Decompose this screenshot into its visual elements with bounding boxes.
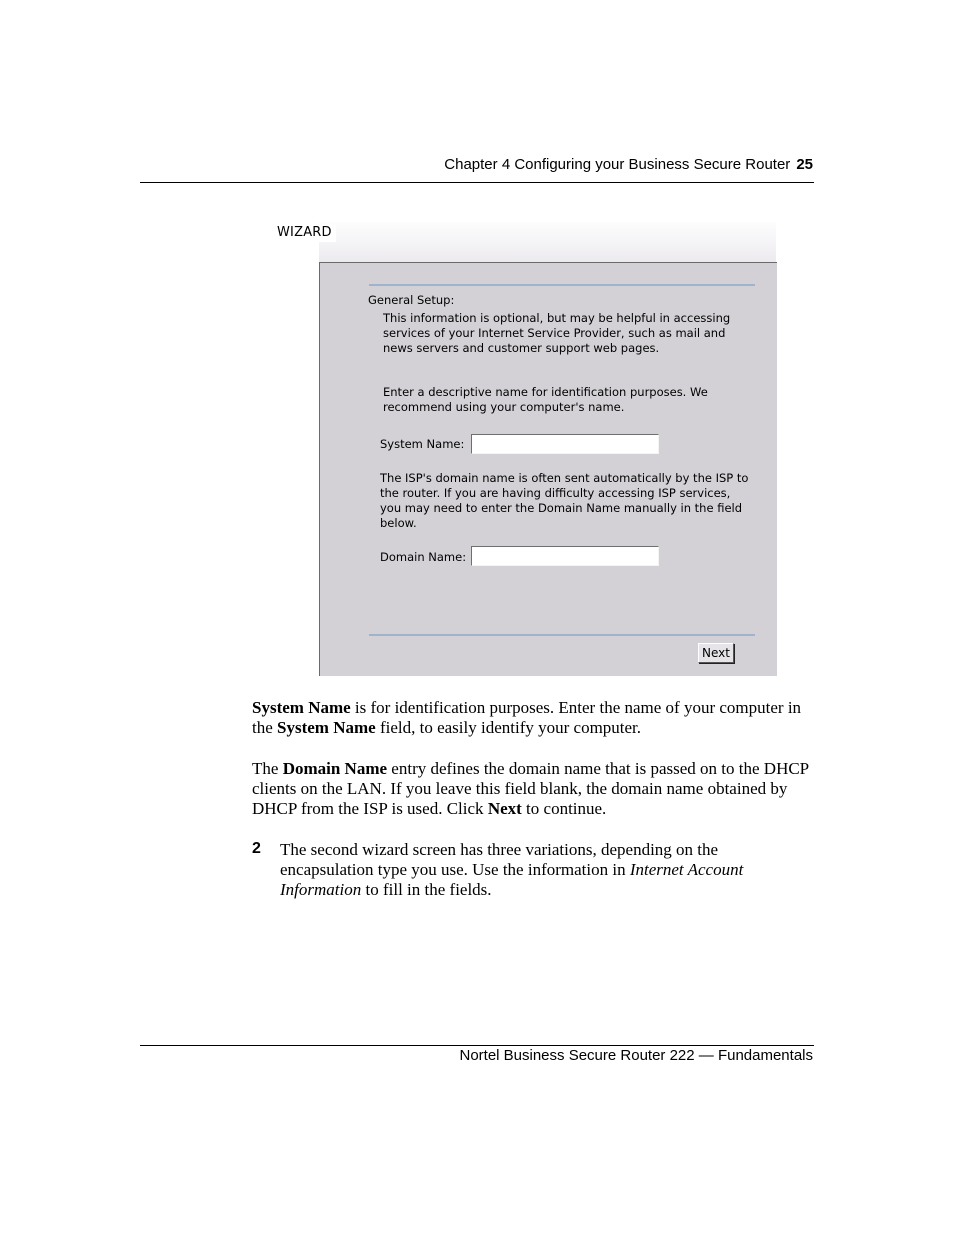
- bold-term: System Name: [252, 698, 351, 717]
- chapter-title: Chapter 4 Configuring your Business Secure Router: [444, 156, 791, 173]
- isp-domain-text: The ISP's domain name is often sent automatically by the ISP to the router. If you are having difficulty accessing ISP services, you may need to enter the Domain Name manually in the field below.: [380, 471, 749, 530]
- domain-name-input[interactable]: [471, 546, 659, 566]
- footer-rule: [140, 1045, 814, 1046]
- running-footer: Nortel Business Secure Router 222 — Fundamentals: [459, 1047, 813, 1064]
- screenshot-left-band: [272, 222, 319, 675]
- top-divider: [369, 284, 755, 286]
- bold-term: Domain Name: [282, 759, 388, 778]
- wizard-title: WIZARD: [277, 225, 336, 242]
- screenshot-top-band: [272, 222, 776, 262]
- bold-term: System Name: [277, 718, 376, 737]
- text-run: to fill in the fields.: [361, 880, 492, 899]
- step-text: [280, 840, 780, 900]
- system-name-label: System Name:: [380, 437, 465, 451]
- descriptive-name-text: Enter a descriptive name for identification purposes. We recommend using your computer's name.: [383, 385, 708, 414]
- system-name-paragraph: [252, 698, 814, 738]
- system-name-input[interactable]: [471, 434, 659, 454]
- text-run: The: [252, 759, 283, 778]
- step-number: 2: [252, 840, 261, 857]
- next-button[interactable]: Next: [698, 643, 734, 663]
- domain-name-label: Domain Name:: [380, 550, 467, 564]
- general-setup-label: General Setup:: [368, 293, 455, 307]
- text-run: entry defines the domain name that is passed on to the DHCP clients on the LAN. If you leave this field blank, the domain name obtained by DHCP from the ISP is used. Click: [252, 759, 809, 818]
- wizard-panel: [319, 262, 777, 676]
- running-header: [444, 156, 813, 173]
- text-run: field, to easily identify your computer.: [375, 718, 642, 737]
- bottom-divider: [369, 634, 755, 636]
- cross-reference: Internet Account Information: [280, 860, 744, 899]
- domain-name-paragraph: [252, 759, 814, 819]
- bold-term: Next: [487, 799, 522, 818]
- text-run: to continue.: [521, 799, 607, 818]
- text-run: The second wizard screen has three variations, depending on the encapsulation type you use. Use the information in: [280, 840, 719, 879]
- wizard-screenshot: [272, 222, 776, 675]
- general-setup-text: This information is optional, but may be helpful in accessing services of your Internet Service Provider, such as mail and news servers and customer support web pages.: [383, 311, 731, 355]
- header-rule: [140, 182, 814, 183]
- page-number: 25: [796, 156, 813, 173]
- text-run: is for identification purposes. Enter the name of your computer in the: [252, 698, 802, 737]
